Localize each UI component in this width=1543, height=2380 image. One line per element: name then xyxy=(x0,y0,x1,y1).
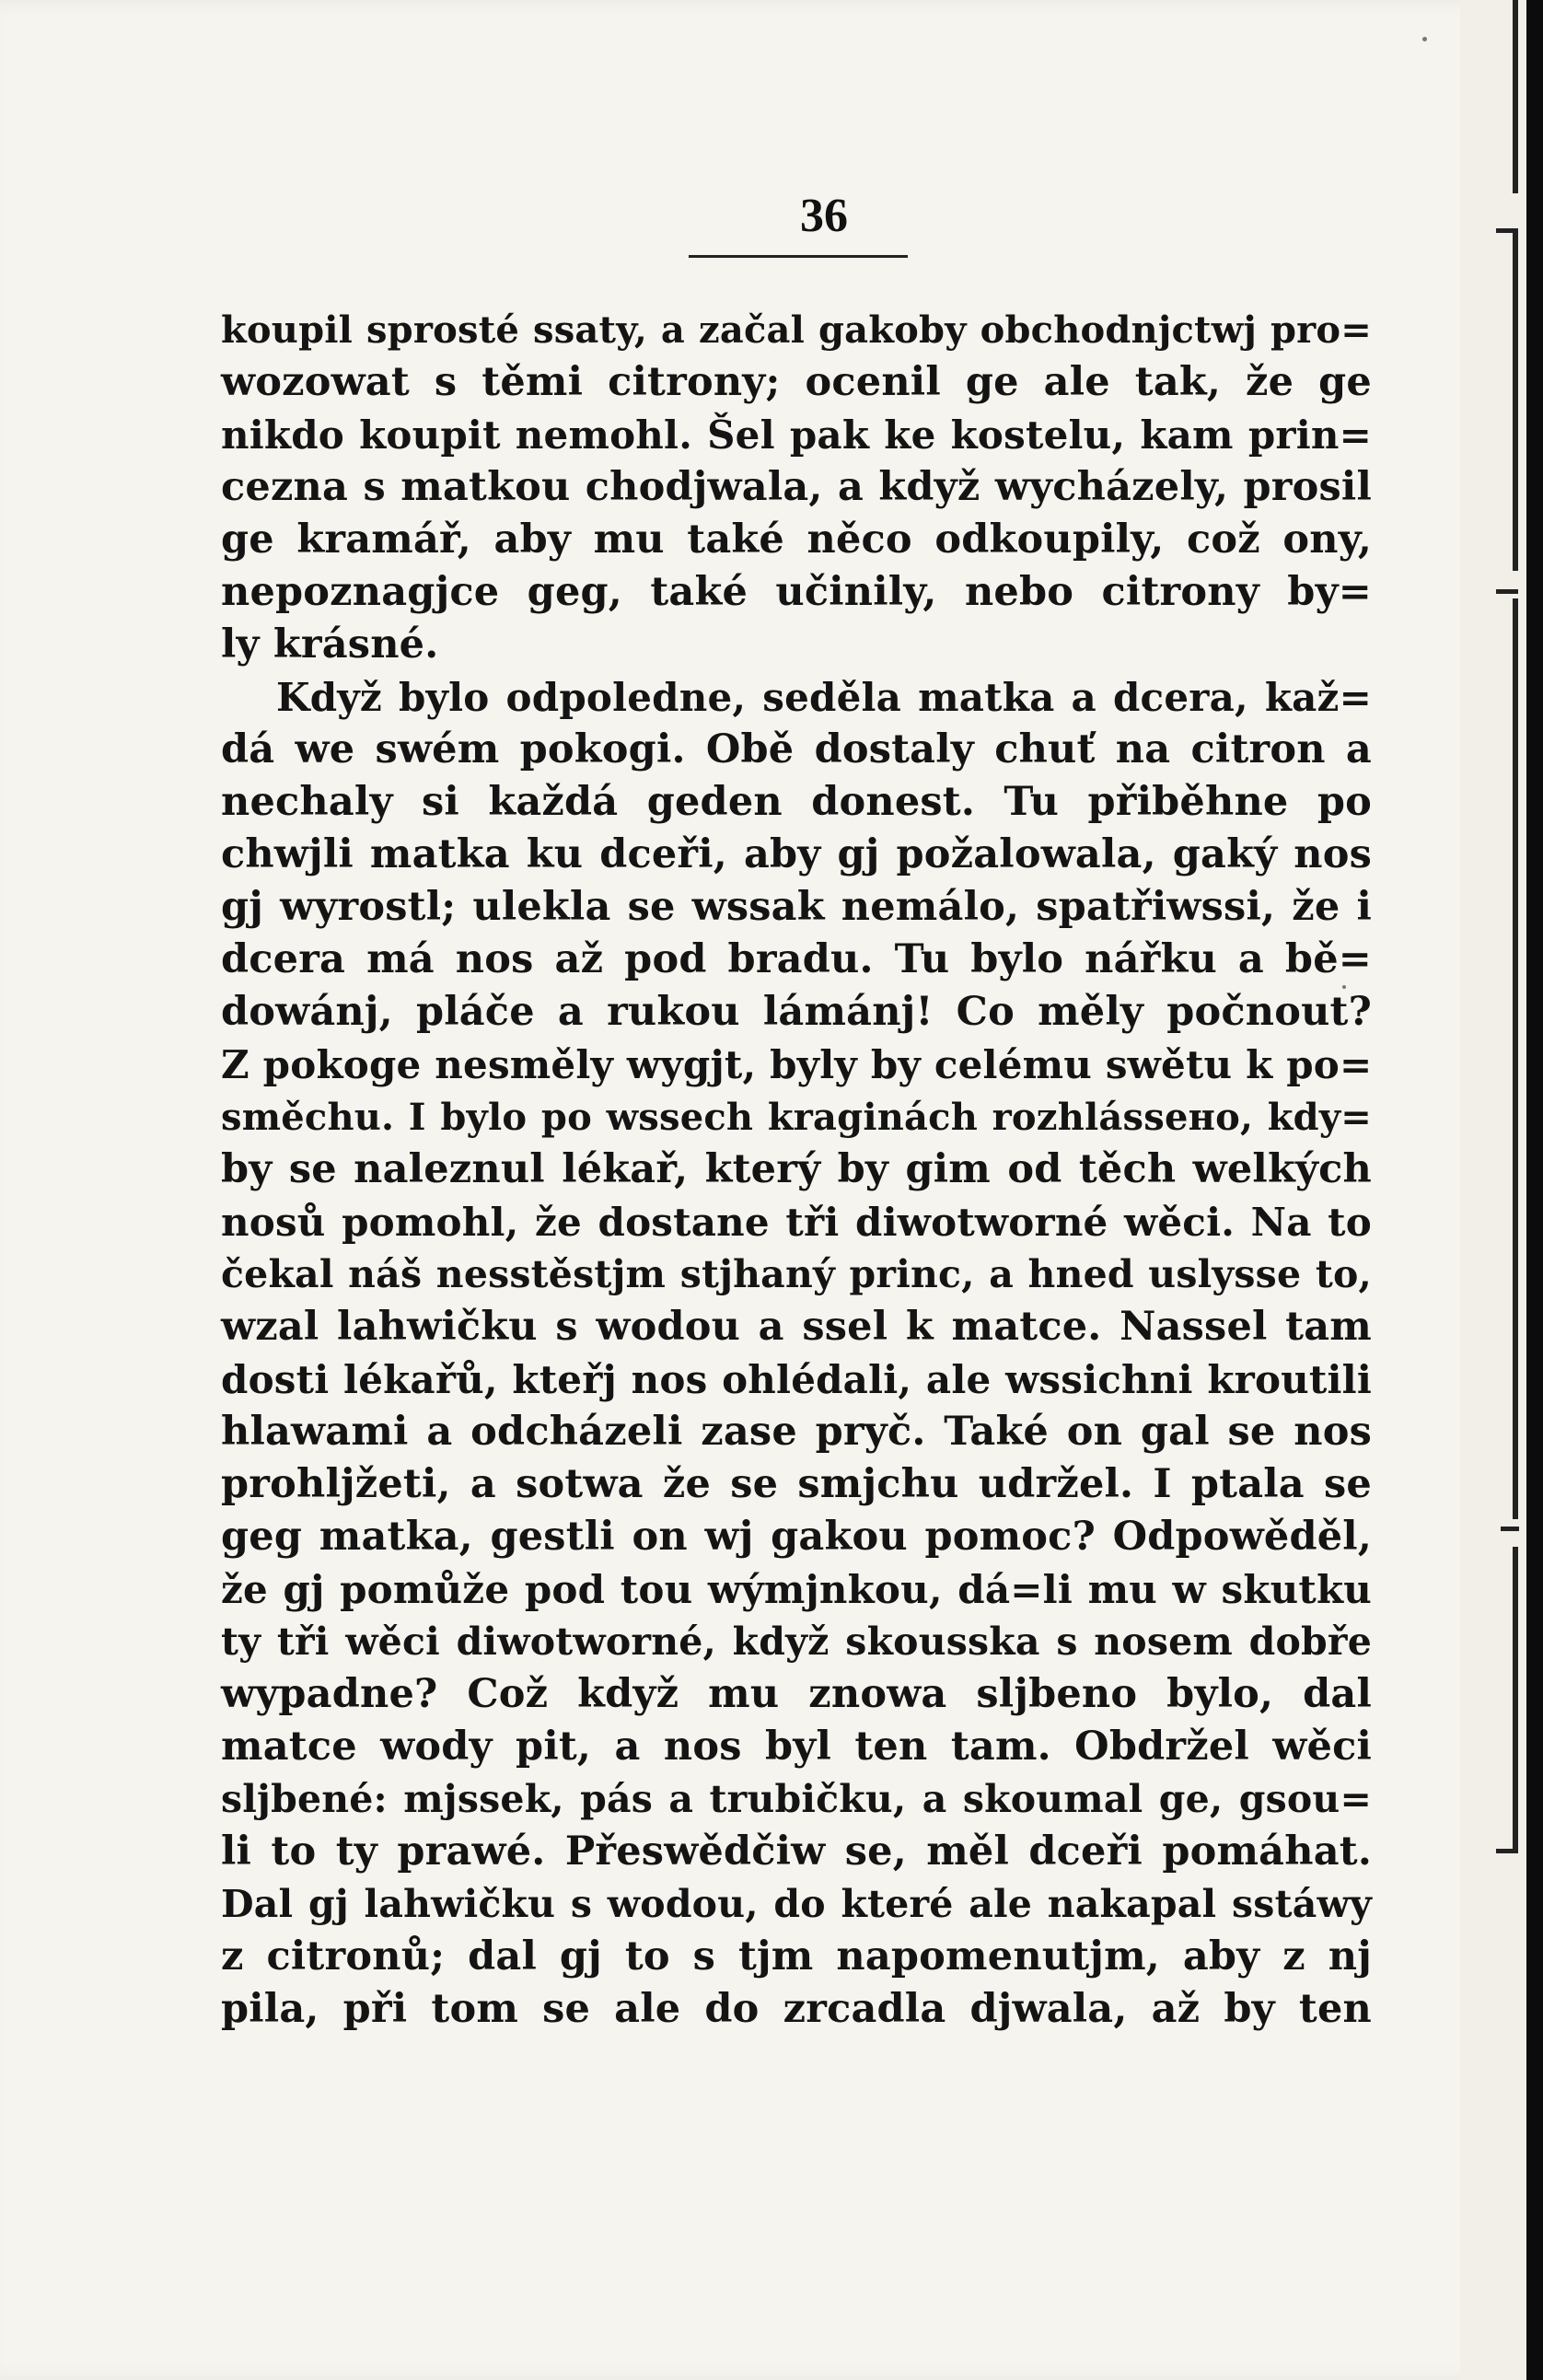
page-edge-mark xyxy=(1496,228,1518,233)
text-line: nikdo koupit nemohl. Šel pak ke kostelu, kam prin= xyxy=(221,412,1372,458)
page-edge-mark xyxy=(1513,0,1518,193)
text-line: ty tři wěci diwotworné, když skousska s nosem dobře xyxy=(221,1620,1372,1664)
text-line: li to ty prawé. Přeswědčiw se, měl dceři pomáhat. xyxy=(221,1829,1372,1875)
text-line: z citronů; dal gj to s tjm napomenutjm, aby z nj xyxy=(221,1933,1372,1979)
text-line: dowánj, pláče a rukou lámánj! Co měly počnout? xyxy=(221,989,1372,1035)
text-line: hlawami a odcházeli zase pryč. Také on gal se nos xyxy=(221,1409,1372,1455)
text-line: dosti lékařů, kteřj nos ohlédali, ale wssichni kroutili xyxy=(221,1357,1372,1402)
text-line: by se naleznul lékař, který by gim od těch welkých xyxy=(221,1146,1372,1192)
text-line: že gj pomůže pod tou wýmjnkou, dá=li mu w skutku xyxy=(221,1567,1372,1612)
text-line: dcera má nos až pod bradu. Tu bylo nářku a bě= xyxy=(221,936,1372,982)
text-line: čekal náš nesstěstjm stjhaný princ, a hned uslysse to, xyxy=(221,1252,1372,1296)
text-line: nechaly si každá geden donest. Tu přiběhne po xyxy=(221,779,1372,825)
text-line: wozowat s těmi citrony; ocenil ge ale tak, že ge xyxy=(221,359,1372,405)
text-line: Z pokoge nesměly wygjt, byly by celému swětu k po= xyxy=(221,1042,1373,1087)
text-line: ge kramář, aby mu také něco odkoupily, což ony, xyxy=(221,517,1372,563)
page-edge-mark xyxy=(1513,598,1518,1519)
text-line: cezna s matkou chodjwala, a když wycházely, prosil xyxy=(221,464,1372,510)
text-line: koupil sprosté ssaty, a začal gakoby obchodnjctwj pro= xyxy=(221,308,1372,352)
text-line: matce wody pit, a nos byl ten tam. Obdržel wěci xyxy=(221,1724,1372,1770)
text-line: směchu. I bylo po wssech kraginách rozhlássено, kdy= xyxy=(221,1096,1372,1139)
text-line: wzal lahwičku s wodou a ssel k matce. Nassel tam xyxy=(221,1304,1372,1350)
page-edge-mark xyxy=(1501,1527,1519,1531)
page-edge-mark xyxy=(1496,1849,1518,1853)
paper-speck xyxy=(1422,37,1427,41)
page-number: 36 xyxy=(800,190,848,242)
text-line: geg matka, gestli on wj gakou pomoc? Odpowěděl, xyxy=(221,1514,1372,1560)
text-line: chwjli matka ku dceři, aby gj požalowala, gaký nos xyxy=(221,831,1372,877)
page-edge-mark xyxy=(1496,589,1518,594)
text-line: wypadne? Což když mu znowa sljbeno bylo, dal xyxy=(221,1671,1372,1717)
paragraph-start-line: Když bylo odpoledne, seděla matka a dcera, kaž= xyxy=(276,675,1372,720)
text-line: sljbené: mjssek, pás a trubičku, a skoumal ge, gsou= xyxy=(221,1777,1372,1821)
text-line: nepoznagjce geg, také učinily, nebo citrony by= xyxy=(221,569,1372,615)
page-edge-mark xyxy=(1513,1547,1518,1851)
text-line: nosů pomohl, že dostane tři diwotworné wěci. Na to xyxy=(221,1200,1372,1245)
body-text xyxy=(221,304,1372,2036)
page-number-rule xyxy=(689,255,908,258)
text-line: prohljžeti, a sotwa že se smjchu udržel. I ptala se xyxy=(221,1461,1372,1507)
text-line: pila, při tom se ale do zrcadla djwala, až by ten xyxy=(221,1986,1372,2032)
text-line: gj wyrostl; ulekla se wssak nemálo, spatřiwssi, že i xyxy=(221,884,1372,930)
text-line: ly krásné. xyxy=(221,621,439,668)
text-line: Dal gj lahwičku s wodou, do které ale nakapal sstáwy xyxy=(221,1882,1372,1926)
page-edge-mark xyxy=(1513,230,1518,571)
text-line: dá we swém pokogi. Obě dostaly chuť na citron a xyxy=(221,726,1372,772)
